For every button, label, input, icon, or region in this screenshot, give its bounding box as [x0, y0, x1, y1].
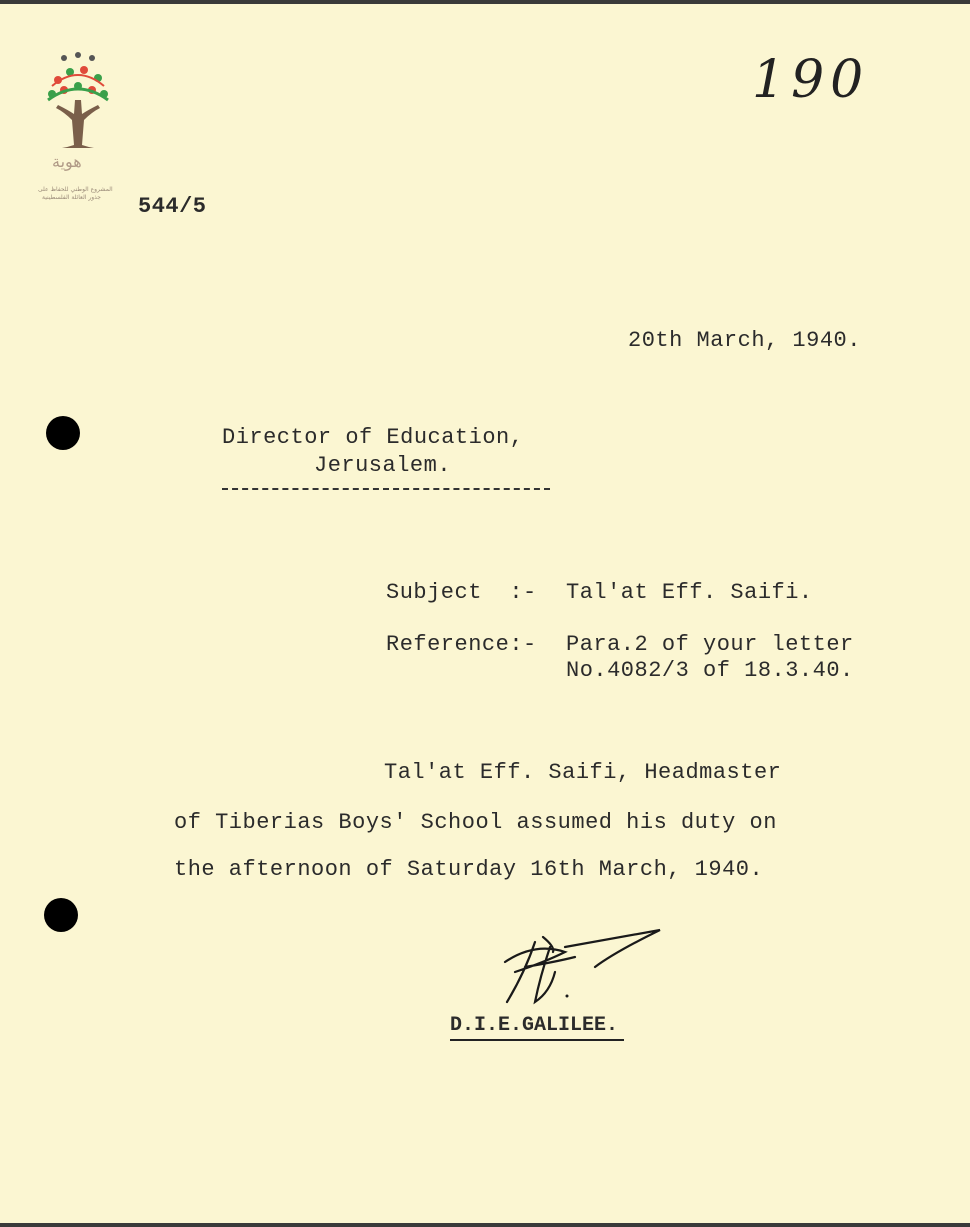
- scan-edge-top: [0, 0, 970, 4]
- page-number: 190: [752, 50, 870, 110]
- body-line-1: Tal'at Eff. Saifi, Headmaster: [384, 760, 782, 785]
- addressee-underline: [222, 488, 550, 490]
- logo-title: هوية: [52, 152, 82, 171]
- punch-hole-bottom: [44, 898, 78, 932]
- signatory-name: D.I.E.GALILEE.: [450, 1014, 624, 1041]
- addressee-line-1: Director of Education,: [222, 425, 524, 450]
- logo-caption-2: جذور العائلة الفلسطينية: [42, 194, 101, 201]
- reference-line-1: Para.2 of your letter: [566, 632, 854, 657]
- subject-label: Subject :-: [386, 580, 537, 605]
- reference-line-2: No.4082/3 of 18.3.40.: [566, 658, 854, 683]
- tree-logo-icon: [38, 50, 118, 160]
- letter-date: 20th March, 1940.: [628, 328, 861, 353]
- subject-value: Tal'at Eff. Saifi.: [566, 580, 813, 605]
- scan-edge-bottom: [0, 1223, 970, 1227]
- archive-logo: [38, 50, 118, 210]
- addressee-line-2: Jerusalem.: [314, 453, 452, 478]
- file-reference: 544/5: [138, 194, 207, 219]
- punch-hole-top: [46, 416, 80, 450]
- body-line-2: of Tiberias Boys' School assumed his duty on: [174, 810, 777, 835]
- logo-caption-1: المشروع الوطني للحفاظ على: [38, 186, 113, 193]
- handwritten-signature: [495, 922, 665, 1012]
- body-line-3: the afternoon of Saturday 16th March, 1940.: [174, 857, 764, 882]
- reference-label: Reference:-: [386, 632, 537, 657]
